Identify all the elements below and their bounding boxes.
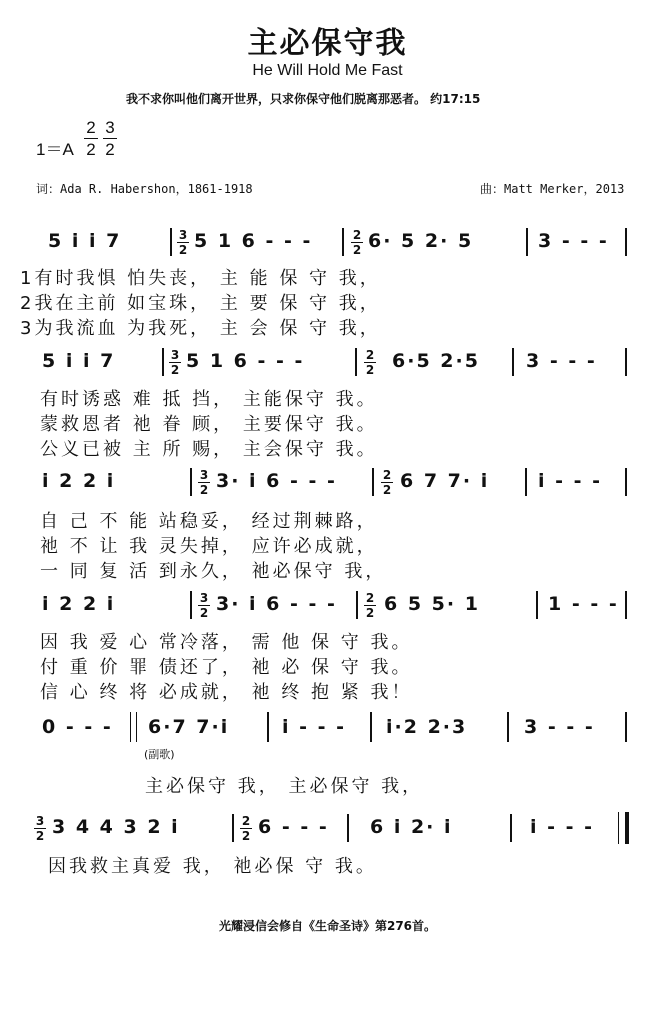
measure-notes: i - - - [530, 816, 595, 838]
measure-notes: 3· i 6 - - - [216, 593, 337, 615]
scripture-epigraph: 我不求你叫他们离开世界，只求你保守他们脱离那恶者。 约17:15 [126, 92, 481, 106]
barline [267, 712, 269, 742]
barline [232, 814, 234, 842]
time-signature-3-2: 3 2 [199, 591, 209, 620]
time-signature-3-2: 3 2 [178, 228, 188, 257]
source-note: 光耀浸信会修自《生命圣诗》第276首。 [218, 919, 437, 933]
double-barline [130, 712, 137, 742]
time-signature-2-2: 2 2 [352, 228, 362, 257]
barline [625, 591, 627, 619]
measure-notes: 6 i 2· i [370, 816, 453, 838]
barline [512, 348, 514, 376]
measure-notes: i 2 2 i [42, 593, 116, 615]
measure-notes: 0 - - - [42, 716, 113, 738]
measure-notes: i·2 2·3 [386, 716, 468, 738]
measure-notes: 3· i 6 - - - [216, 470, 337, 492]
measure-notes: 3 - - - [538, 230, 609, 252]
barline [190, 591, 192, 619]
lyric-line: 1有时我惧 怕失丧， 主 能 保 守 我， [20, 268, 381, 289]
lyric-line: 祂 不 让 我 灵失掉， 应许必成就， [40, 536, 378, 557]
barline [342, 228, 344, 256]
barline [170, 228, 172, 256]
barline [625, 228, 627, 256]
measure-notes: 3 4 4 3 2 i [52, 816, 180, 838]
measure-notes: 6 5 5· 1 [384, 593, 480, 615]
measure-notes: 3 - - - [524, 716, 595, 738]
barline [370, 712, 372, 742]
measure-notes: 5 i i 7 [48, 230, 122, 252]
measure-notes: 5 1 6 - - - [186, 350, 305, 372]
time-signature-2-2: 2 2 [365, 348, 375, 377]
lyric-line: 付 重 价 罪 债还了， 祂 必 保 守 我。 [40, 657, 413, 678]
time-signature-3-2: 3 2 [103, 118, 117, 159]
measure-notes: 5 1 6 - - - [194, 230, 313, 252]
measure-notes: 6·5 2·5 [392, 350, 480, 372]
time-signature-3-2: 3 2 [35, 814, 45, 843]
lyric-line: 有时诱惑 难 抵 挡， 主能保守 我。 [40, 389, 378, 410]
measure-notes: 5 i i 7 [42, 350, 116, 372]
measure-notes: i - - - [538, 470, 603, 492]
composer-credit: 曲：Matt Merker，2013 [480, 182, 625, 196]
lyric-line: 自 己 不 能 站稳妥， 经过荆棘路， [40, 511, 378, 532]
hymn-title: 主必保守我 [247, 26, 408, 61]
time-signature-3-2: 3 2 [170, 348, 180, 377]
key-signature: 1＝A [36, 140, 74, 159]
barline [507, 712, 509, 742]
barline [356, 591, 358, 619]
lyric-line: 3为我流血 为我死， 主 会 保 守 我， [20, 318, 381, 339]
measure-notes: 6 - - - [258, 816, 329, 838]
barline [355, 348, 357, 376]
lyric-line: 因 我 爱 心 常冷落， 需 他 保 守 我。 [40, 632, 413, 653]
measure-notes: 6·7 7·i [148, 716, 230, 738]
lyric-line: 蒙救恩者 祂 眷 顾， 主要保守 我。 [40, 414, 378, 435]
measure-notes: 6· 5 2· 5 [368, 230, 474, 252]
lyric-line: 公义已被 主 所 赐， 主会保守 我。 [40, 439, 378, 460]
measure-notes: i 2 2 i [42, 470, 116, 492]
time-signature-2-2: 2 2 [84, 118, 98, 159]
barline [526, 228, 528, 256]
final-barline [618, 812, 629, 844]
measure-notes: 1 - - - [548, 593, 619, 615]
lyric-line: 一 同 复 活 到永久， 祂必保守 我， [40, 561, 387, 582]
hymn-english-title: He Will Hold Me Fast [252, 62, 403, 79]
time-signature-2-2: 2 2 [382, 468, 392, 497]
lyric-line: 2我在主前 如宝珠， 主 要 保 守 我， [20, 293, 381, 314]
measure-notes: i - - - [282, 716, 347, 738]
barline [190, 468, 192, 496]
time-signature-2-2: 2 2 [365, 591, 375, 620]
barline [625, 712, 627, 742]
barline [625, 468, 627, 496]
barline [162, 348, 164, 376]
barline [525, 468, 527, 496]
barline [625, 348, 627, 376]
lyric-line: 主必保守 我， 主必保守 我， [145, 776, 424, 797]
measure-notes: 3 - - - [526, 350, 597, 372]
measure-notes: 6 7 7· i [400, 470, 490, 492]
lyric-line: 信 心 终 将 必成就， 祂 终 抱 紧 我！ [40, 682, 413, 703]
barline [510, 814, 512, 842]
barline [372, 468, 374, 496]
time-signature-2-2: 2 2 [241, 814, 251, 843]
lyric-line: 因我救主真爱 我， 祂必保 守 我。 [48, 856, 377, 877]
refrain-label: (副歌) [144, 748, 175, 761]
time-signature-3-2: 3 2 [199, 468, 209, 497]
barline [536, 591, 538, 619]
lyricist-credit: 词：Ada R. Habershon，1861-1918 [36, 182, 253, 196]
barline [347, 814, 349, 842]
